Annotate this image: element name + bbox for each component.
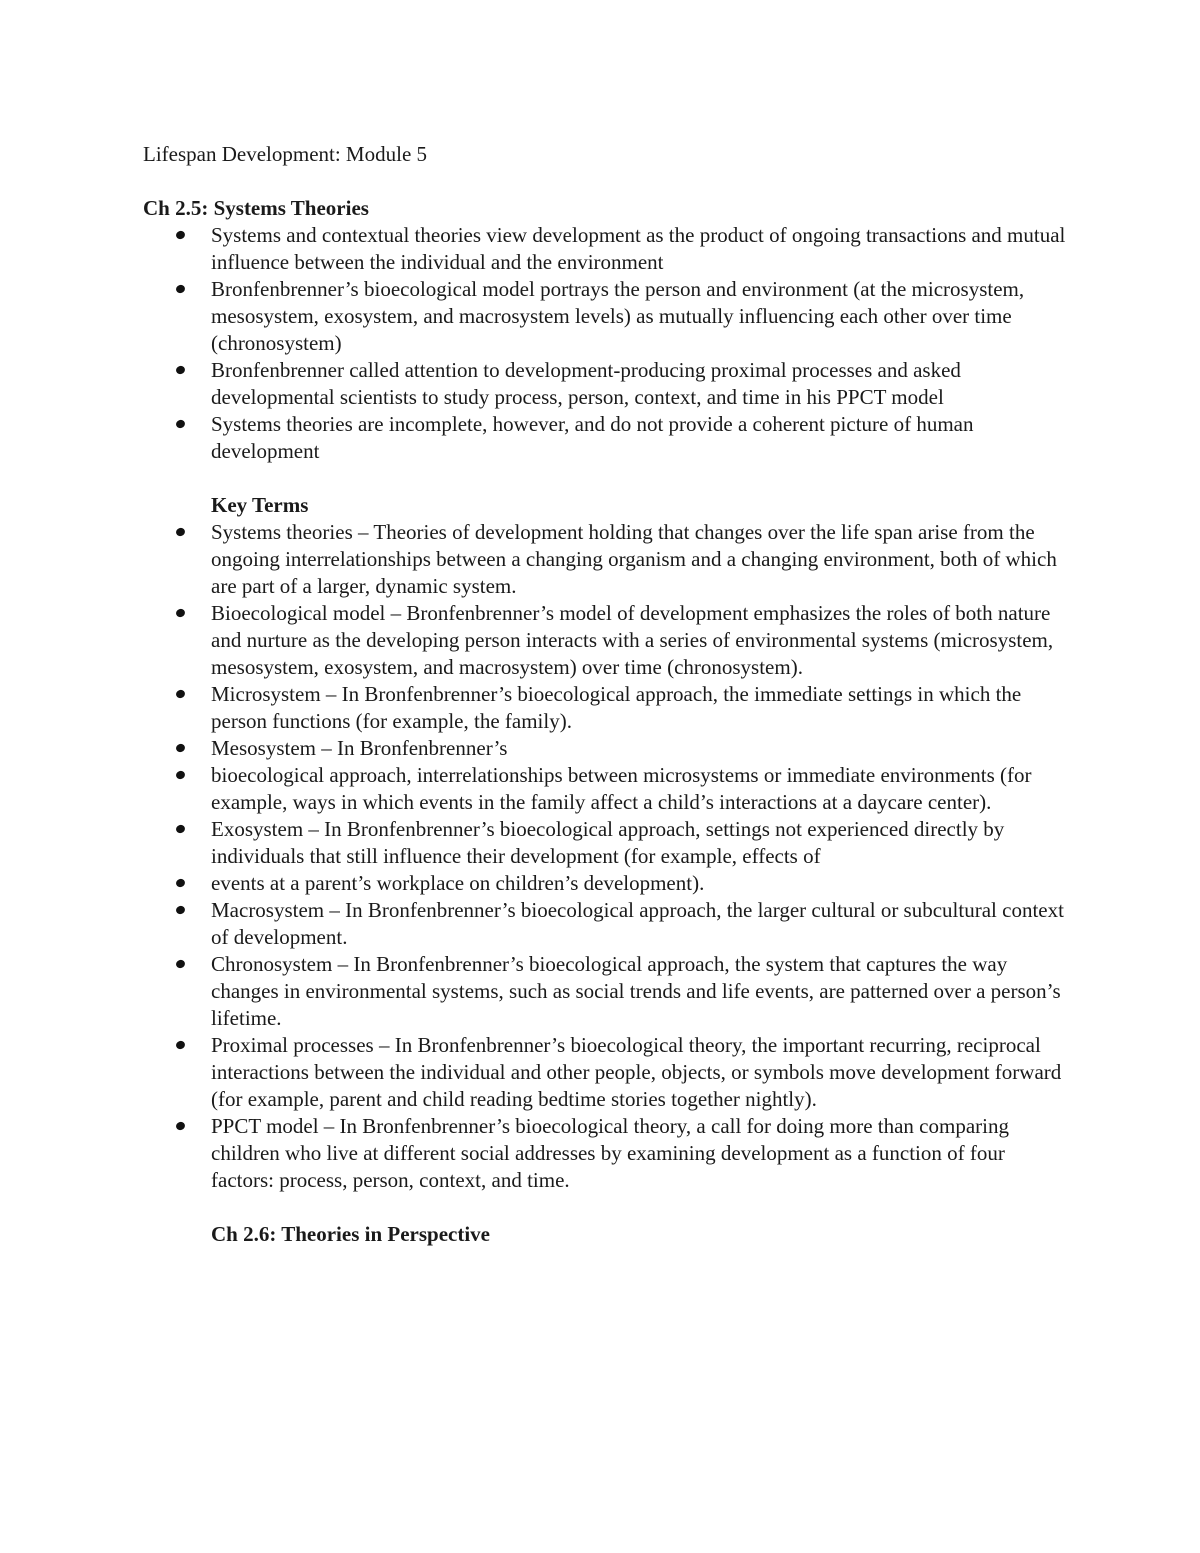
bullet-icon bbox=[175, 1040, 186, 1051]
section-heading-systems-theories: Ch 2.5: Systems Theories bbox=[143, 196, 369, 220]
list-item bbox=[143, 897, 1068, 951]
list-item bbox=[143, 222, 1068, 276]
list-item-text: Systems theories are incomplete, however, and do not provide a coherent picture of human development bbox=[211, 412, 974, 463]
bullet-icon bbox=[175, 284, 186, 295]
list-item-text: Exosystem – In Bronfenbrenner’s bioecological approach, settings not experienced directly by individuals that still influence their development (for example, effects of bbox=[211, 817, 1005, 868]
bullet-icon bbox=[175, 689, 186, 700]
list-item bbox=[143, 681, 1068, 735]
list-item bbox=[143, 411, 1068, 465]
list-item-text: bioecological approach, interrelationships between microsystems or immediate environments (for example, ways in which events in the family affect a child’s interactions at a daycare center). bbox=[211, 763, 1032, 814]
systems-theories-bullet-list bbox=[143, 222, 1068, 465]
bullet-icon bbox=[175, 1121, 186, 1132]
spacer bbox=[143, 1194, 1068, 1221]
key-terms-heading: Key Terms bbox=[211, 493, 309, 517]
list-item-text: Systems theories – Theories of development holding that changes over the life span arise from the ongoing interrelationships between a changing organism and a changing environment, both of which are part of a larger, dynamic system. bbox=[211, 520, 1057, 598]
list-item bbox=[143, 735, 1068, 762]
spacer bbox=[143, 465, 1068, 492]
list-item bbox=[143, 519, 1068, 600]
list-item-text: Macrosystem – In Bronfenbrenner’s bioecological approach, the larger cultural or subcultural context of development. bbox=[211, 898, 1064, 949]
bullet-icon bbox=[175, 905, 186, 916]
bullet-icon bbox=[175, 770, 186, 781]
list-item-text: Chronosystem – In Bronfenbrenner’s bioecological approach, the system that captures the way changes in environmental systems, such as social trends and life events, are patterned over a person’s lifetime. bbox=[211, 952, 1061, 1030]
list-item bbox=[143, 276, 1068, 357]
list-item bbox=[143, 357, 1068, 411]
list-item-text: Mesosystem – In Bronfenbrenner’s bbox=[211, 736, 508, 760]
list-item-text: Bronfenbrenner called attention to development-producing proximal processes and asked developmental scientists to study process, person, context, and time in his PPCT model bbox=[211, 358, 961, 409]
list-item-text: Proximal processes – In Bronfenbrenner’s bioecological theory, the important recurring, reciprocal interactions between the individual and other people, objects, or symbols move development forward (for example, parent and child reading bedtime stories together nightly). bbox=[211, 1033, 1062, 1111]
document-title: Lifespan Development: Module 5 bbox=[143, 142, 428, 166]
bullet-icon bbox=[175, 527, 186, 538]
list-item-text: Microsystem – In Bronfenbrenner’s bioecological approach, the immediate settings in which the person functions (for example, the family). bbox=[211, 682, 1022, 733]
list-item bbox=[143, 951, 1068, 1032]
bullet-icon bbox=[175, 878, 186, 889]
list-item bbox=[143, 816, 1068, 870]
list-item-text: Bioecological model – Bronfenbrenner’s model of development emphasizes the roles of both nature and nurture as the developing person interacts with a series of environmental systems (microsystem, mesosystem, exosystem, and macrosystem) over time (chronosystem). bbox=[211, 601, 1054, 679]
bullet-icon bbox=[175, 824, 186, 835]
list-item-text: events at a parent’s workplace on children’s development). bbox=[211, 871, 705, 895]
bullet-icon bbox=[175, 743, 186, 754]
bullet-icon bbox=[175, 608, 186, 619]
bullet-icon bbox=[175, 230, 186, 241]
list-item bbox=[143, 762, 1068, 816]
bullet-icon bbox=[175, 365, 186, 376]
list-item-text: Bronfenbrenner’s bioecological model portrays the person and environment (at the microsystem, mesosystem, exosystem, and macrosystem levels) as mutually influencing each other over time (chronosystem) bbox=[211, 277, 1025, 355]
list-item bbox=[143, 600, 1068, 681]
section-heading-theories-in-perspective: Ch 2.6: Theories in Perspective bbox=[211, 1222, 490, 1246]
bullet-icon bbox=[175, 419, 186, 430]
key-terms-bullet-list bbox=[143, 519, 1068, 1194]
list-item-text: PPCT model – In Bronfenbrenner’s bioecological theory, a call for doing more than comparing children who live at different social addresses by examining development as a function of four factors: process, person, context, and time. bbox=[211, 1114, 1009, 1192]
list-item-text: Systems and contextual theories view development as the product of ongoing transactions and mutual influence between the individual and the environment bbox=[211, 223, 1066, 274]
list-item bbox=[143, 870, 1068, 897]
bullet-icon bbox=[175, 959, 186, 970]
document-page bbox=[143, 141, 1068, 1248]
list-item bbox=[143, 1113, 1068, 1194]
list-item bbox=[143, 1032, 1068, 1113]
